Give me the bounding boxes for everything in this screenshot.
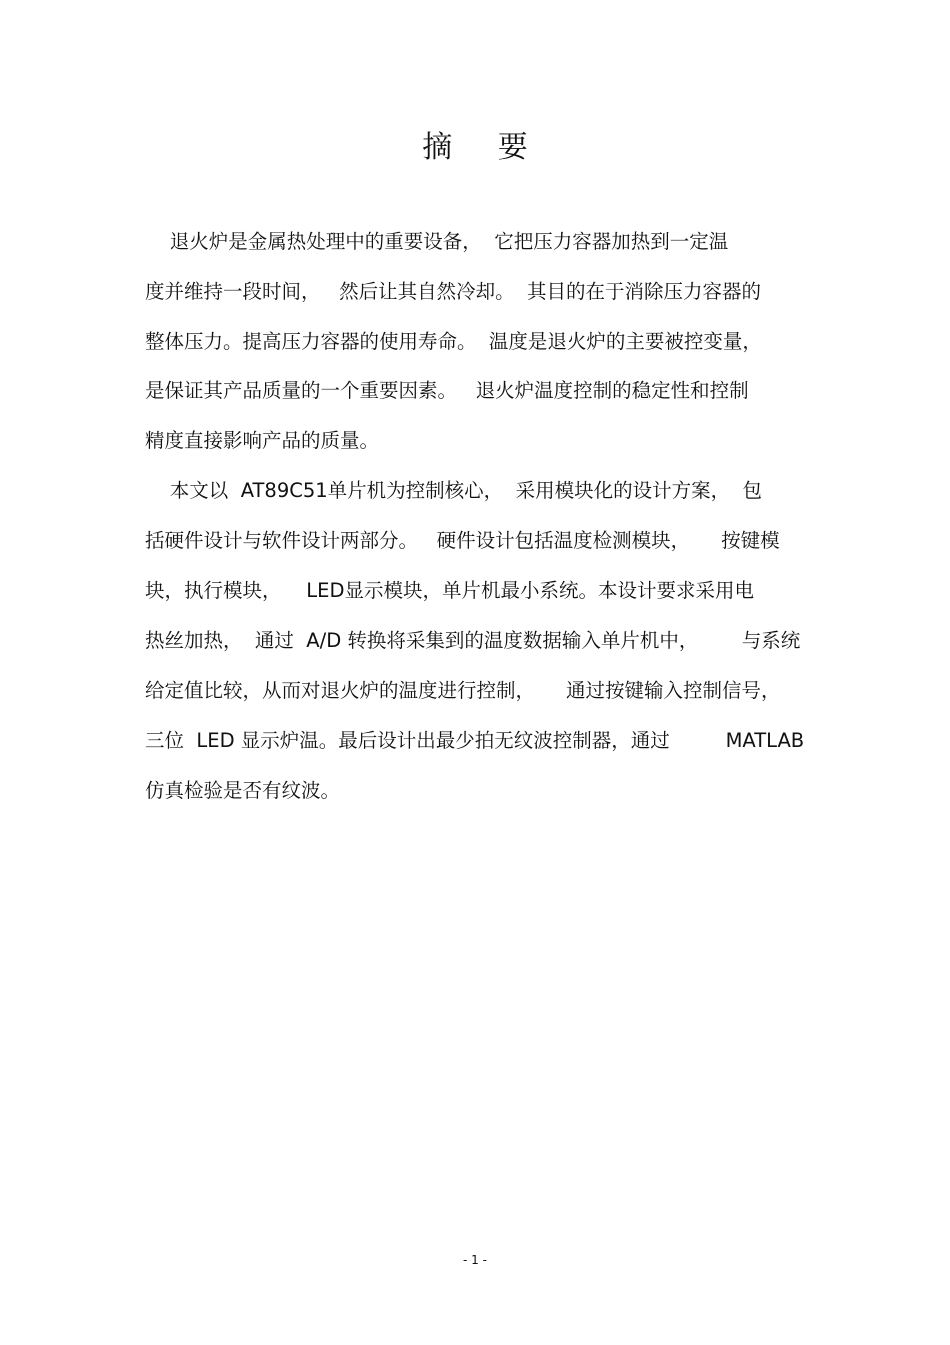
paragraph-line: 块，执行模块， LED显示模块，单片机最小系统。本设计要求采用电: [145, 579, 754, 602]
page-title: 摘 要: [422, 130, 546, 165]
paragraph-line: 度并维持一段时间， 然后让其自然冷却。 其目的在于消除压力容器的: [145, 280, 761, 303]
paragraph-line: 整体压力。提高压力容器的使用寿命。 温度是退火炉的主要被控变量，: [145, 330, 762, 353]
paragraph-line: 热丝加热， 通过 A/D 转换将采集到的温度数据输入单片机中， 与系统: [145, 629, 801, 652]
page-number: - 1 -: [463, 1253, 487, 1267]
paragraph-line: 三位 LED 显示炉温。最后设计出最少拍无纹波控制器，通过 MATLAB: [145, 729, 805, 752]
paragraph-line: 本文以 AT89C51单片机为控制核心， 采用模块化的设计方案， 包: [145, 479, 762, 502]
paragraph-line: 退火炉是金属热处理中的重要设备， 它把压力容器加热到一定温: [145, 230, 729, 253]
paragraph-line: 精度直接影响产品的质量。: [145, 429, 380, 452]
paragraph-line: 仿真检验是否有纹波。: [145, 779, 341, 802]
paragraph-line: 是保证其产品质量的一个重要因素。 退火炉温度控制的稳定性和控制: [145, 379, 749, 402]
paragraph-line: 给定值比较，从而对退火炉的温度进行控制， 通过按键输入控制信号，: [145, 679, 781, 702]
paragraph-line: 括硬件设计与软件设计两部分。 硬件设计包括温度检测模块， 按键模: [145, 529, 780, 552]
